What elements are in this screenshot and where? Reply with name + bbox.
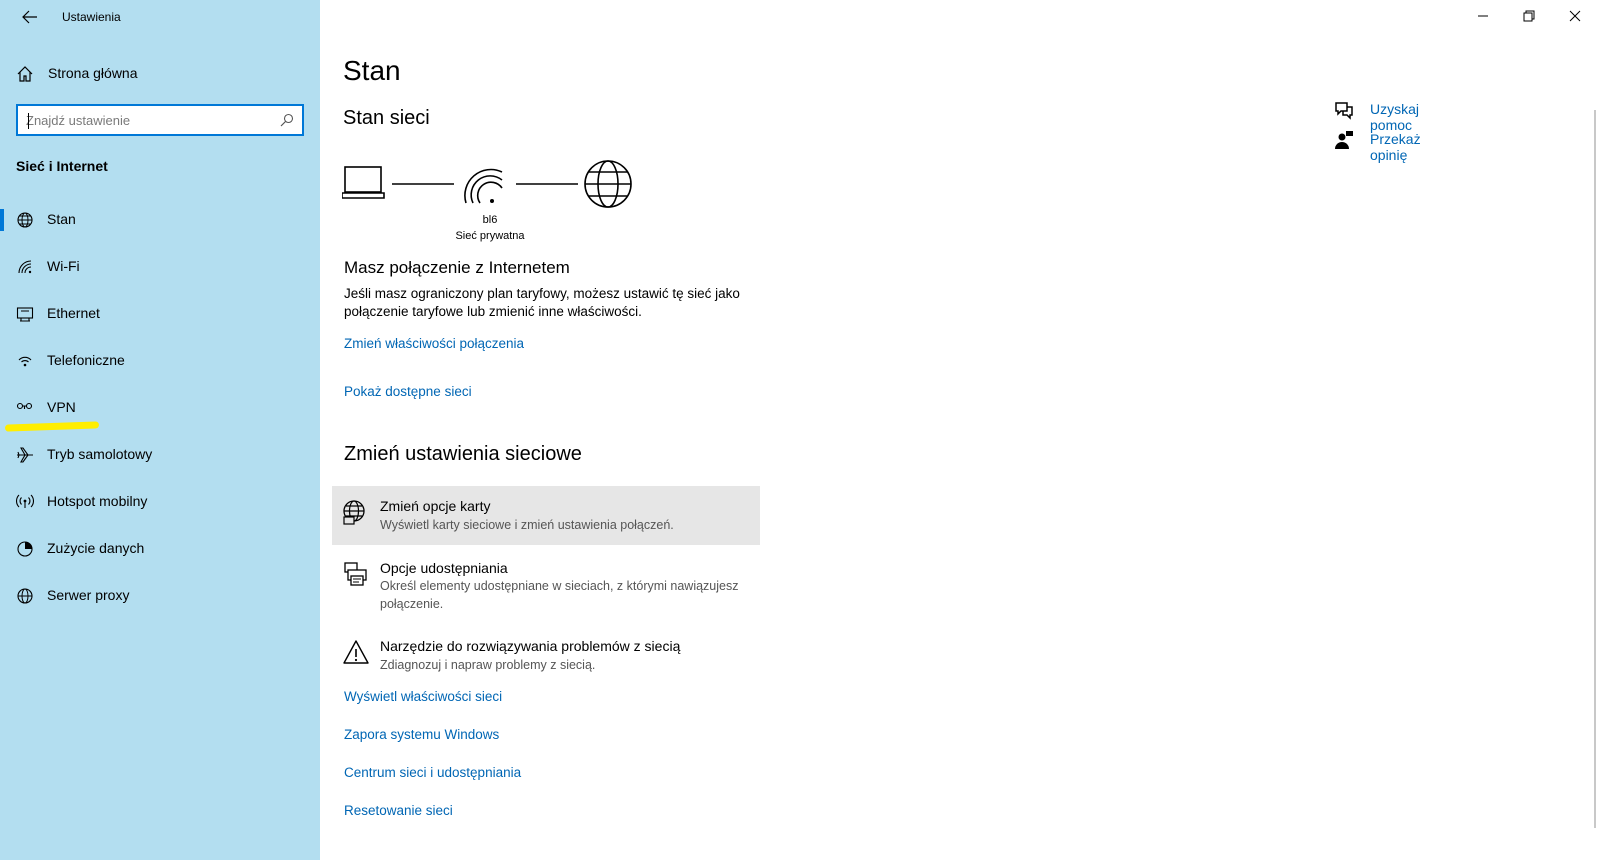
network-type: Sieć prywatna: [455, 230, 525, 242]
sidebar-item-label: Stan: [47, 211, 76, 227]
section-title: Sieć i Internet: [16, 158, 108, 174]
sidebar-item-label: Hotspot mobilny: [47, 493, 148, 509]
app-title: Ustawienia: [62, 10, 121, 24]
internet-globe-icon: [585, 161, 631, 207]
windows-firewall-link[interactable]: Zapora systemu Windows: [344, 727, 500, 742]
change-network-settings-title: Zmień ustawienia sieciowe: [344, 443, 582, 465]
search-box[interactable]: [16, 104, 304, 136]
warning-triangle-icon: [342, 639, 370, 667]
sidebar-item-hotspot-mobilny[interactable]: [0, 482, 320, 522]
sidebar-item-label: VPN: [47, 399, 76, 415]
selection-indicator: [0, 209, 4, 231]
help-chat-icon: [1334, 100, 1354, 120]
option-description: Określ elementy udostępniane w sieciach, z którymi nawiązujesz połączenie.: [380, 579, 739, 611]
sidebar-item-label: Wi-Fi: [47, 258, 80, 274]
connection-status-title: Masz połączenie z Internetem: [344, 258, 570, 277]
sidebar-item-label: Telefoniczne: [47, 352, 125, 368]
show-available-networks-link[interactable]: Pokaż dostępne sieci: [344, 384, 472, 399]
feedback-label: Przekaż opinię: [1370, 131, 1421, 163]
restore-button[interactable]: [1506, 0, 1552, 32]
minimize-icon: [1477, 10, 1489, 22]
wifi-icon: [16, 258, 34, 276]
network-name: bl6: [482, 214, 498, 226]
change-adapter-options[interactable]: [332, 486, 760, 545]
help-label: Uzyskaj pomoc: [1370, 101, 1420, 133]
sidebar-item-label: Ethernet: [47, 305, 100, 321]
sidebar-item-label: Serwer proxy: [47, 587, 130, 603]
back-button[interactable]: [12, 4, 48, 30]
network-reset-link[interactable]: Resetowanie sieci: [344, 803, 453, 818]
search-icon[interactable]: [280, 113, 294, 127]
close-icon: [1569, 10, 1581, 22]
vpn-icon: [16, 399, 34, 417]
sidebar-item-ethernet[interactable]: [0, 294, 320, 334]
close-button[interactable]: [1552, 0, 1598, 32]
feedback-person-icon: [1334, 130, 1354, 150]
sidebar-item-wifi[interactable]: [0, 247, 320, 287]
hotspot-icon: [16, 493, 34, 511]
laptop-icon: [342, 167, 384, 198]
sharing-options[interactable]: [332, 550, 760, 620]
network-sharing-center-link[interactable]: Centrum sieci i udostępniania: [344, 765, 522, 780]
connection-description: Jeśli masz ograniczony plan taryfowy, możesz ustawić tę sieć jako połączenie taryfowe lub zmienić inne właściwości.: [344, 286, 740, 319]
data-usage-icon: [16, 540, 34, 558]
search-input[interactable]: [26, 111, 266, 129]
sidebar-item-vpn[interactable]: [0, 388, 320, 428]
wifi-router-icon: [465, 170, 502, 203]
option-title: Opcje udostępniania: [380, 560, 508, 576]
option-title: Zmień opcje karty: [380, 498, 491, 514]
restore-icon: [1523, 10, 1535, 22]
sidebar: [0, 0, 320, 860]
network-troubleshooter[interactable]: [332, 630, 760, 680]
sidebar-item-zuzycie-danych[interactable]: [0, 529, 320, 569]
scrollbar[interactable]: [1594, 110, 1596, 828]
globe-status-icon: [16, 211, 34, 229]
ethernet-icon: [16, 305, 34, 323]
home-label: Strona główna: [48, 65, 138, 81]
home-nav-item[interactable]: [0, 58, 320, 88]
text-caret: [28, 113, 29, 129]
sidebar-item-label: Zużycie danych: [47, 540, 145, 556]
network-status-title: Stan sieci: [343, 107, 430, 129]
home-icon: [16, 65, 34, 83]
sidebar-item-serwer-proxy[interactable]: [0, 576, 320, 616]
option-title: Narzędzie do rozwiązywania problemów z siecią: [380, 638, 681, 654]
dial-up-icon: [16, 352, 34, 370]
sidebar-item-tryb-samolotowy[interactable]: [0, 435, 320, 475]
sidebar-item-telefoniczne[interactable]: [0, 341, 320, 381]
view-network-properties-link[interactable]: Wyświetl właściwości sieci: [344, 689, 503, 704]
page-title: Stan: [343, 55, 401, 86]
back-arrow-icon: [22, 10, 38, 24]
sidebar-item-label: Tryb samolotowy: [47, 446, 153, 462]
change-connection-properties-link[interactable]: Zmień właściwości połączenia: [344, 336, 525, 351]
adapter-globe-icon: [342, 499, 370, 527]
option-description: Wyświetl karty sieciowe i zmień ustawienia połączeń.: [380, 518, 674, 532]
option-description: Zdiagnozuj i napraw problemy z siecią.: [380, 658, 596, 672]
minimize-button[interactable]: [1460, 0, 1506, 32]
sharing-printer-icon: [342, 560, 370, 588]
sidebar-item-stan[interactable]: [0, 200, 320, 240]
airplane-icon: [16, 446, 34, 464]
proxy-globe-icon: [16, 587, 34, 605]
